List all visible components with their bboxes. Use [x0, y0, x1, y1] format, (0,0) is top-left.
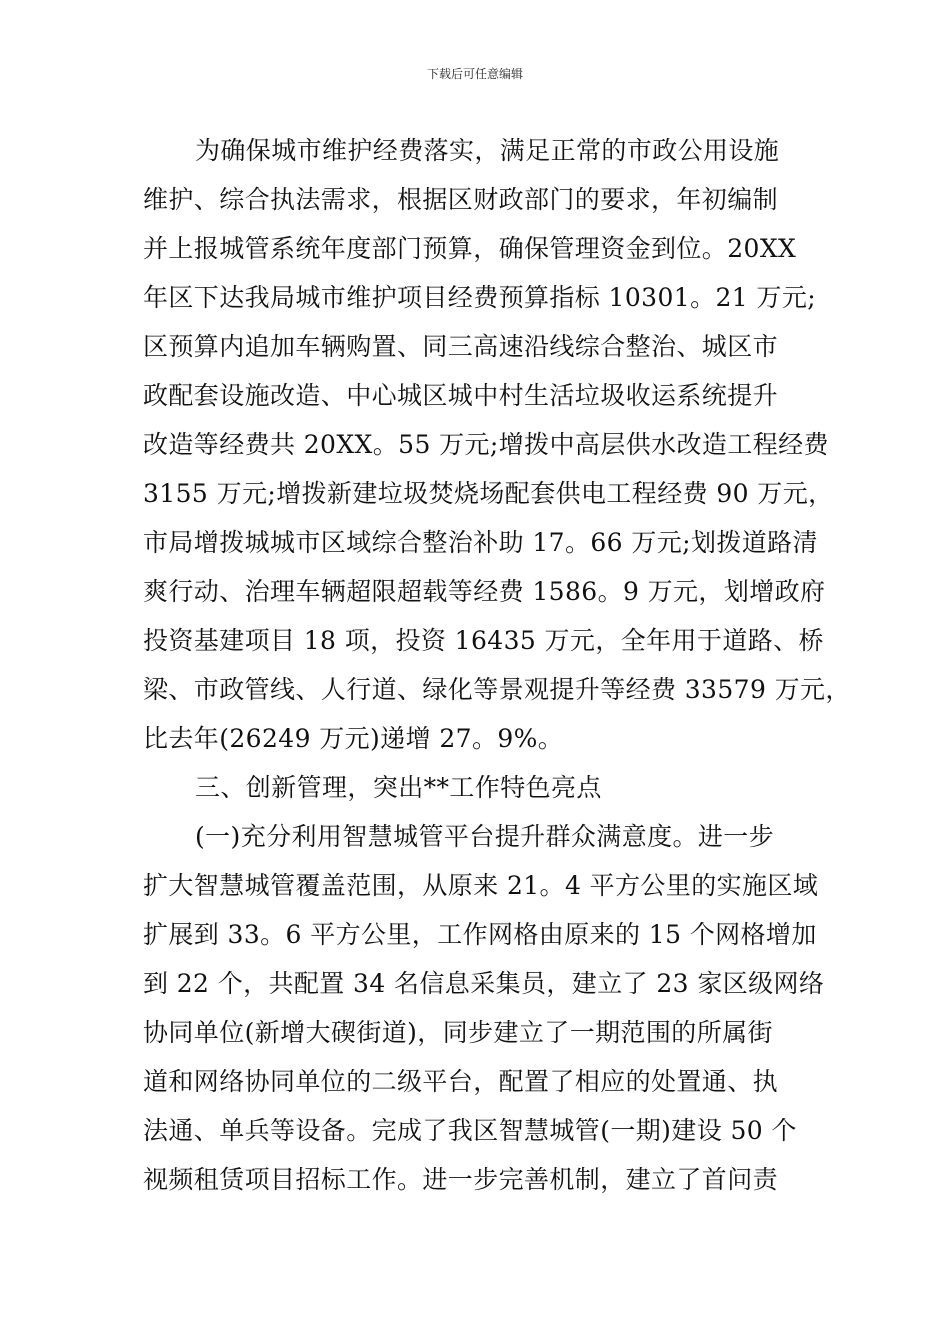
document-body: [143, 126, 851, 1204]
paragraph-line: 扩展到 33。6 平方公里，工作网格由原来的 15 个网格增加: [143, 920, 817, 949]
paragraph-line: 梁、市政管线、人行道、绿化等景观提升等经费 33579 万元，: [143, 675, 851, 704]
paragraph-line: 改造等经费共 20XX。55 万元;增拨中高层供水改造工程经费: [143, 430, 829, 459]
paragraph-line: 比去年(26249 万元)递增 27。9%。: [143, 724, 564, 753]
paragraph-line: 协同单位(新增大碶街道)，同步建立了一期范围的所属街: [143, 1018, 773, 1047]
paragraph-line: 到 22 个，共配置 34 名信息采集员，建立了 23 家区级网络: [143, 969, 825, 998]
paragraph-line: (一)充分利用智慧城管平台提升群众满意度。进一步: [195, 822, 775, 851]
section-heading: 三、创新管理，突出**工作特色亮点: [195, 773, 602, 802]
paragraph-line: 并上报城管系统年度部门预算，确保管理资金到位。20XX: [143, 234, 797, 263]
paragraph-line: 法通、单兵等设备。完成了我区智慧城管(一期)建设 50 个: [143, 1116, 797, 1145]
paragraph-line: 3155 万元;增拨新建垃圾焚烧场配套供电工程经费 90 万元，: [143, 479, 834, 508]
paragraph-line: 区预算内追加车辆购置、同三高速沿线综合整治、城区市: [143, 332, 779, 361]
page-header-note: 下载后可任意编辑: [426, 67, 523, 81]
paragraph-line: 为确保城市维护经费落实，满足正常的市政公用设施: [195, 136, 780, 165]
paragraph-line: 年区下达我局城市维护项目经费预算指标 10301。21 万元;: [143, 283, 817, 312]
paragraph-line: 政配套设施改造、中心城区城中村生活垃圾收运系统提升: [143, 381, 779, 410]
paragraph-line: 投资基建项目 18 项，投资 16435 万元，全年用于道路、桥: [143, 626, 824, 655]
paragraph-line: 视频租赁项目招标工作。进一步完善机制，建立了首问责: [143, 1165, 779, 1194]
paragraph-line: 市局增拨城城市区域综合整治补助 17。66 万元;划拨道路清: [143, 528, 818, 557]
paragraph-line: 道和网络协同单位的二级平台，配置了相应的处置通、执: [143, 1067, 779, 1096]
paragraph-line: 扩大智慧城管覆盖范围，从原来 21。4 平方公里的实施区域: [143, 871, 819, 900]
paragraph-line: 爽行动、治理车辆超限超载等经费 1586。9 万元，划增政府: [143, 577, 826, 606]
paragraph-line: 维护、综合执法需求，根据区财政部门的要求，年初编制: [143, 185, 779, 214]
